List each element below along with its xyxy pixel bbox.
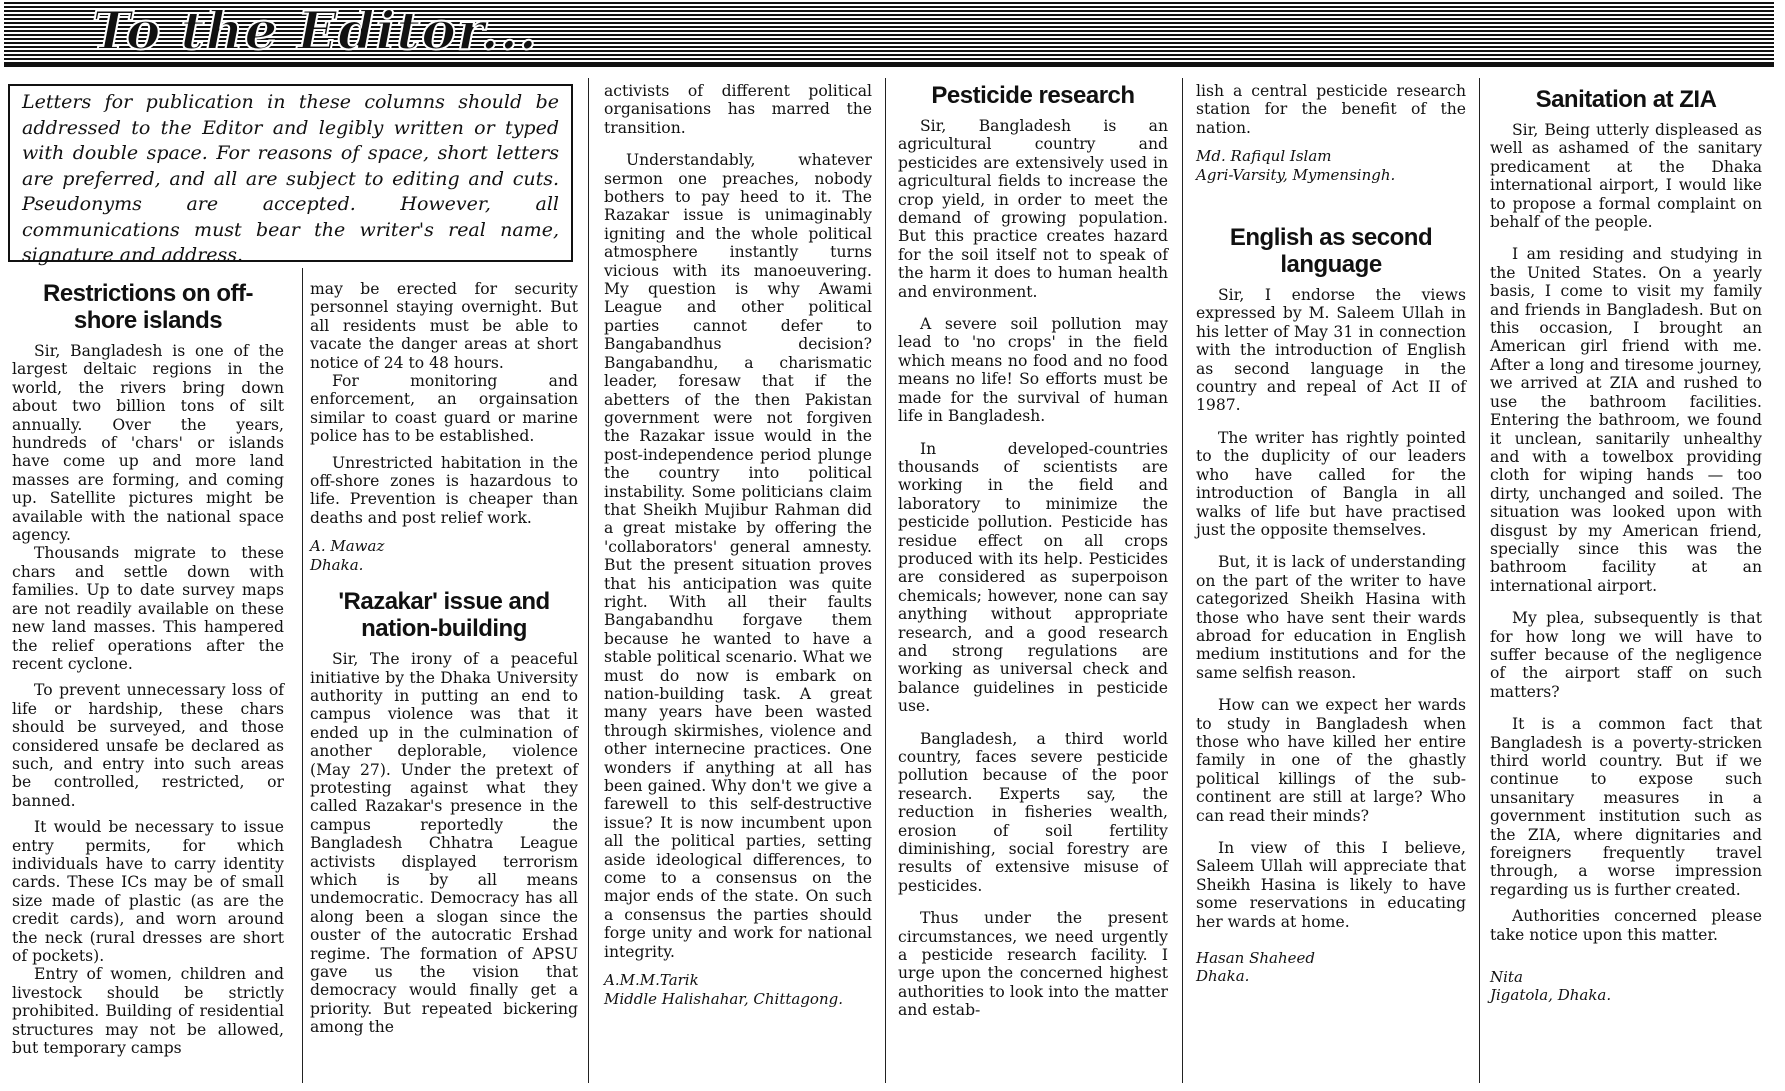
letter-paragraph: Unrestricted habitation in the off-shore zones is hazardous to life. Prevention is cheaper than deaths and post relief work. [310, 453, 578, 527]
letter-paragraph: To prevent unnecessary loss of life or hardship, these chars should be surveyed, and those considered unsafe be declared as such, and entry into such areas be controlled, restricted, or banned. [12, 681, 284, 810]
signature-name: Nita [1490, 968, 1523, 987]
signature-place: Agri-Varsity, Mymensingh. [1196, 165, 1396, 184]
letter-paragraph: Thousands migrate to these chars and settle down with families. Up to date survey maps are not readily available on these new land masses. This hampered the relief operations after the recent cyclone. [12, 544, 284, 673]
letter-paragraph: How can we expect her wards to study in Bangladesh when those who have killed her entire family in one of the ghastly political killings of the sub-continent are still at large? Who can read their minds? [1196, 696, 1466, 825]
letter-paragraph: activists of different political organisations has marred the transition. [604, 82, 872, 137]
column-2 [310, 280, 578, 1037]
letter-paragraph: I am residing and studying in the United States. On a yearly basis, I come to visit my family and friends in Bangladesh. But on this occasion, I brought an American girl friend with me. After a long and tiresome journey, we arrived at ZIA and rushed to use the bathroom facilities. Entering the bathroom, we found it unclean, sanitarily unhealthy and with a towelbox providing cloth for wiping hands — too dirty, unchanged and soiled. The situation was looked upon with disgust by my American friend, specially since this was the bathroom facility at an international airport. [1490, 245, 1762, 595]
letter-paragraph: But, it is lack of understanding on the part of the writer to have categorized Sheikh Hasina with those who have sent their wards abroad for education in English medium institutions and for the same selfish reason. [1196, 553, 1466, 682]
column-divider [588, 78, 589, 1083]
column-divider [885, 78, 886, 1083]
letter-paragraph: Understandably, whatever sermon one preaches, nobody bothers to pay heed to it. The Razakar issue is unimaginably igniting and the whole political atmosphere instantly turns vicious with its manoeuvering. My question is why Awami League and other political parties cannot defer to Bangabandhus decision? Bangabandhu, a charismatic leader, foresaw that if the abetters of the then Pakistan government were not forgiven the Razakar issue would in the post-independence period plunge the country into political instability. Some politicians claim that Sheikh Mujibur Rahman did a great mistake by offering the 'collaborators' general amnesty. But the present situation proves that his anticipation was quite right. With all their faults Bangabandhu forgave them because he wanted to have a stable political scenario. What we must do now is embark on nation-building task. A great many years have been wasted through skirmishes, violence and other internecine practices. One wonders if anything at all has been gained. Why don't we give a farewell to this self-destructive issue? It is now incumbent upon all the political parties, setting aside ideological differences, to come to a consensus on the major ends of the state. On such a consensus the parties should forge unity and work for national integrity. [604, 151, 872, 961]
letter-paragraph: may be erected for security personnel staying overnight. But all residents must be able to vacate the danger areas at short notice of 24 to 48 hours. [310, 280, 578, 372]
letter-headline: Sanitation at ZIA [1535, 86, 1717, 113]
letter-paragraph: Sir, Bangladesh is an agricultural country and pesticides are extensively used in agricultural fields to increase the crop yield, in order to meet the demand of growing population. But this practice creates hazard for the soil itself not to speak of the harm it does to human health and environment. [898, 117, 1168, 301]
letter-paragraph: In view of this I believe, Saleem Ullah will appreciate that Sheikh Hasina is likely to have some reservations in educating her wards at home. [1196, 839, 1466, 931]
editorial-notice: Letters for publication in these columns should be addressed to the Editor and legibly written or typed with double space. For reasons of space, short letters are preferred, and all are subject to editing and cuts. Pseudonyms are accepted. However, all communications must bear the writer's real name, signature and address. [8, 84, 573, 262]
letter-paragraph: For monitoring and enforcement, an orgainsation similar to coast guard or marine police has to be established. [310, 372, 578, 446]
letter-paragraph: The writer has rightly pointed to the duplicity of our leaders who have called for the introduction of Bangla in all walks of life but have practised just the opposite themselves. [1196, 428, 1466, 539]
letter-headline: Pesticide research [931, 82, 1135, 109]
letter-paragraph: Sir, I endorse the views expressed by M. Saleem Ullah in his letter of May 31 in connection with the introduction of English as second language in the country and repeal of Act II of 1987. [1196, 286, 1466, 415]
column-divider [1479, 78, 1480, 1083]
letter-paragraph: Sir, Being utterly displeased as well as ashamed of the sanitary predicament at the Dhaka international airport, I would like to propose a formal complaint on behalf of the people. [1490, 121, 1762, 232]
signature-place: Dhaka. [310, 555, 364, 574]
section-title: To the Editor... [92, 1, 538, 62]
signature-place: Dhaka. [1196, 967, 1250, 986]
letter-paragraph: Authorities concerned please take notice upon this matter. [1490, 907, 1762, 944]
letter-paragraph: Thus under the present circumstances, we need urgently a pesticide research facility. I urge upon the concerned highest authorities to look into the matter and estab- [898, 909, 1168, 1020]
signature-place: Jigatola, Dhaka. [1490, 986, 1612, 1005]
signature-name: A. Mawaz [310, 537, 385, 556]
letter-paragraph: It would be necessary to issue entry permits, for which individuals have to carry identity cards. These ICs may be of small size made of plastic (as are the credit cards), and worn around the neck (rural dresses are short of pockets). [12, 818, 284, 965]
signature-name: Md. Rafiqul Islam [1196, 147, 1332, 166]
letter-paragraph: My plea, subsequently is that for how long we will have to suffer because of the negligence of the airport staff on such matters? [1490, 609, 1762, 701]
letter-paragraph: Bangladesh, a third world country, faces severe pesticide pollution because of the poor research. Experts say, the reduction in fisheries wealth, erosion of soil fertility diminishing, social forestry are results of extensive misuse of pesticides. [898, 729, 1168, 895]
masthead-banner [4, 2, 1774, 67]
letter-paragraph: In developed-countries thousands of scientists are working in the field and laboratory to minimize the pesticide pollution. Pesticide has residue effect on all crops produced with its help. Pesticides are considered as superpoison chemicals; however, none can say anything without appropriate research, and a good research and strong regulations are working as universal check and balance guidelines in pesticide use. [898, 439, 1168, 716]
signature-name: A.M.M.Tarik [604, 971, 699, 990]
letter-paragraph: It is a common fact that Bangladesh is a poverty-stricken third world country. But if we continue to expose such unsanitary measures in a government institution such as the ZIA, where dignitaries and foreigners frequently travel through, a worse impression regarding us is further created. [1490, 715, 1762, 899]
column-5 [1196, 82, 1466, 986]
column-divider [302, 268, 303, 1083]
letter-paragraph: Sir, The irony of a peaceful initiative by the Dhaka University authority in putting an end to campus violence was that it ended up in the culmination of another deplorable, violence (May 27). Under the pretext of protesting against what they called Razakar's presence in the campus reportedly the Bangladesh Chhatra League activists displayed terrorism which is by all means undemocratic. Democracy has all along been a slogan since the ouster of the autocratic Ershad regime. The formation of APSU gave us the vision that democracy would finally get a priority. But repeated bickering among the [310, 650, 578, 1037]
column-4 [898, 82, 1168, 1020]
letter-headline: English as second language [1229, 224, 1433, 279]
letter-paragraph: Entry of women, children and livestock should be strictly prohibited. Building of residential structures may not be allowed, but temporary camps [12, 965, 284, 1058]
column-3 [604, 82, 872, 1008]
column-1 [12, 280, 284, 1057]
letter-paragraph: A severe soil pollution may lead to 'no crops' in the field which means no food and no food means no life! So efforts must be made for the survival of human life in Bangladesh. [898, 315, 1168, 426]
letter-headline: 'Razakar' issue and nation-building [338, 588, 550, 643]
letter-paragraph: Sir, Bangladesh is one of the largest deltaic regions in the world, the rivers bring down about two billion tons of silt annually. Over the years, hundreds of 'chars' or islands have come up and more land masses are forming, and coming up. Satellite pictures might be available with the national space agency. [12, 342, 284, 545]
signature-place: Middle Halishahar, Chittagong. [604, 989, 843, 1008]
column-divider [1182, 78, 1183, 1083]
signature-name: Hasan Shaheed [1196, 949, 1315, 968]
letter-paragraph: lish a central pesticide research station for the benefit of the nation. [1196, 82, 1466, 137]
letter-headline: Restrictions on off-shore islands [43, 280, 253, 334]
column-6 [1490, 86, 1762, 1005]
